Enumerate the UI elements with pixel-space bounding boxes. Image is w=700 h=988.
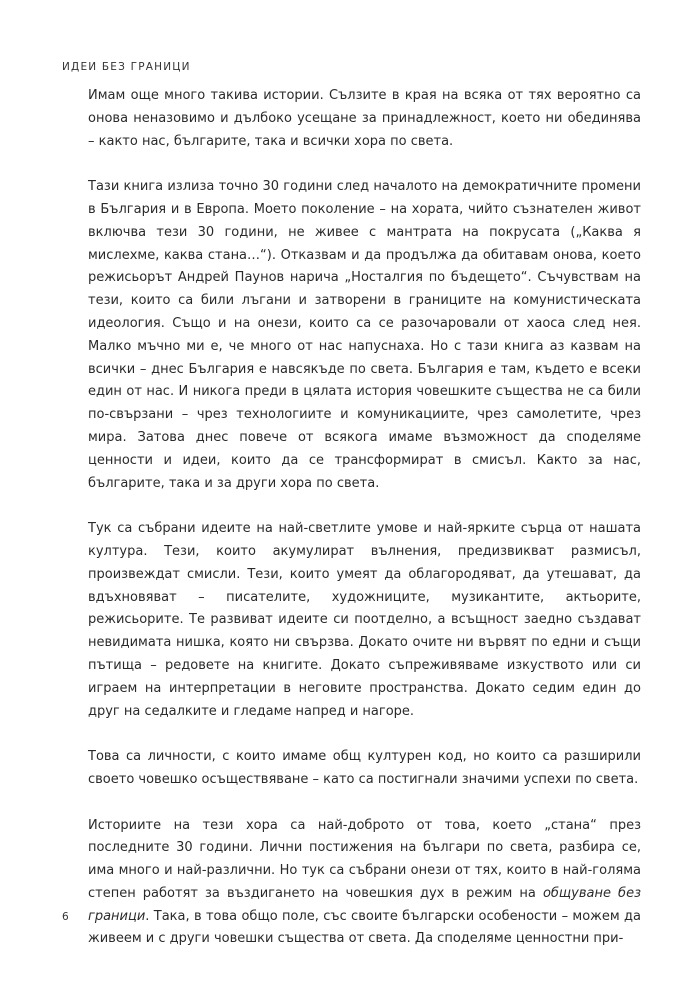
paragraph-5-text-after: . Така, в това общо поле, със своите български особености – можем да живеем и с други човешки същества от света. Да споделяме ценностни при- <box>88 908 641 947</box>
paragraph-1: Имам още много такива истории. Сълзите в края на всяка от тях вероятно са онова неназовимо и дълбоко усещане за принадлежност, което ни обединява – както нас, българите, така и всички хора по света. <box>88 88 641 149</box>
paragraph-5-emphasis: общуване без граници <box>88 885 641 924</box>
paragraph-5 <box>88 815 641 952</box>
paragraph-3: Тук са събрани идеите на най-светлите умове и най-ярките сърца от нашата култура. Тези, които акумулират вълнения, предизвикват размисъл, произвеждат смисли. Тези, които умеят да облагородяват, да утешават, да вдъхновяват – писателите, художниците, музикантите, актьорите, режисьорите. Те развиват идеите си поотделно, а всъщност заедно създават невидимата нишка, която ни свързва. Докато очите ни вървят по едни и същи пътища – редовете на книгите. Докато съпреживяваме изкуството или си играем на интерпретации в неговите пространства. Докато седим един до друг на седалките и гледаме напред и нагоре. <box>88 521 641 719</box>
paragraph-2: Тази книга излиза точно 30 години след началото на демократичните промени в България и в Европа. Моето поколение – на хората, чийто съзнателен живот включва тези 30 години, не живее с мантрата на покрусата („Каква я мислехме, каква стана…“). Отказвам и да продължа да обитавам онова, което режисьорът Андрей Паунов нарича „Носталгия по бъдещето“. Съчувствам на тези, които са били лъгани и затворени в границите на комунистическата идеология. Също и на онези, които са се разочаровали от хаоса след нея. Малко мъчно ми е, че много от нас напуснаха. Но с тази книга аз казвам на всички – днес България е навсякъде по света. България е там, където е всеки един от нас. И никога преди в цялата история човешките същества не са били по-свързани – чрез технологиите и комуникациите, чрез самолетите, чрез мира. Затова днес повече от всякога имаме възможност да споделяме ценности и идеи, които да се трансформират в смисъл. Както за нас, българите, така и за други хора по света. <box>88 179 641 491</box>
paragraph-5-text-before: Историите на тези хора са най-доброто от това, което „стана“ през последните 30 години. Лични постижения на българи по света, разбира се, има много и най-различни. Но тук са събрани онези от тях, които в най-голяма степен работят за въздигането на човешкия дух в режим на <box>88 817 641 901</box>
body-text <box>88 85 641 974</box>
running-head: ИДЕИ БЕЗ ГРАНИЦИ <box>62 61 191 73</box>
page-number: 6 <box>62 911 69 923</box>
paragraph-4: Това са личности, с които имаме общ културен код, но които са разширили своето човешко осъществяване – като са постигнали значими успехи по света. <box>88 749 641 787</box>
